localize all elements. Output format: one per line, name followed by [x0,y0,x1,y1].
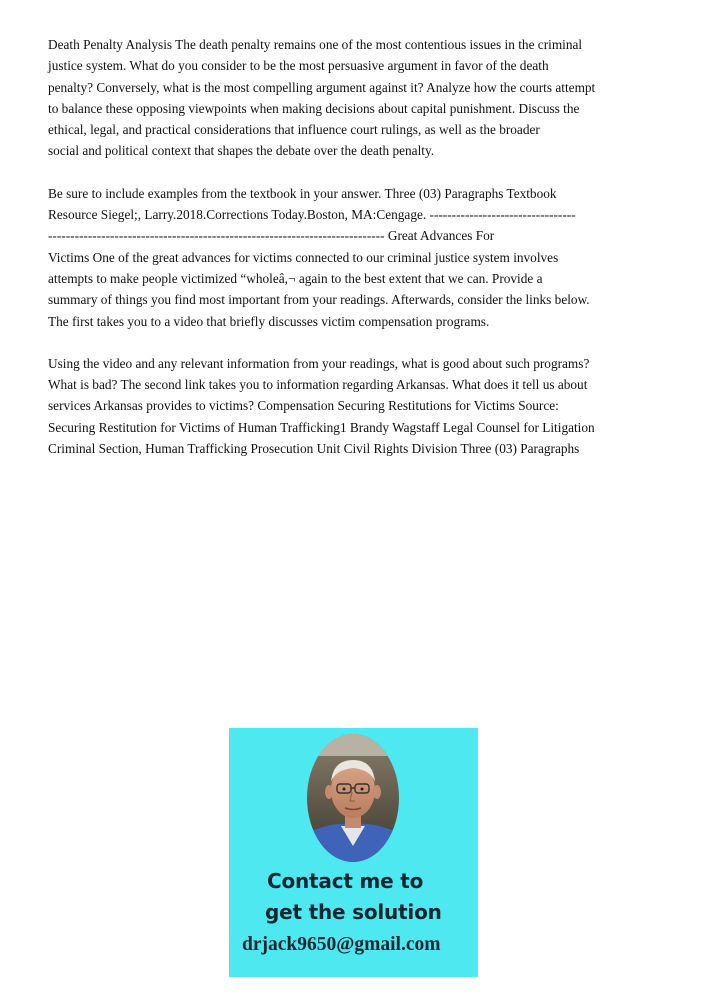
text-line: Criminal Section, Human Trafficking Prosecution Unit Civil Rights Division Three (03) Paragraphs [48,441,580,457]
text-line: Be sure to include examples from the textbook in your answer. Three (03) Paragraphs Textbook [48,185,557,201]
text-line: ---------------------------------------------------------------------------- Great Advances For [48,228,495,244]
text-line: summary of things you find most important from your readings. Afterwards, consider the links below. [48,292,590,308]
text-line: Resource Siegel;, Larry.2018.Corrections Today.Boston, MA:Cengage. --------------------------------- [48,207,576,223]
text-line: What is bad? The second link takes you to information regarding Arkansas. What does it tell us about [48,377,588,393]
avatar [307,734,399,862]
text-line: ethical, legal, and practical considerations that influence court rulings, as well as the broader [48,122,540,138]
text-line: to balance these opposing viewpoints when making decisions about capital punishment. Discuss the [48,100,580,116]
text-line: Death Penalty Analysis The death penalty remains one of the most contentious issues in the criminal [48,37,583,52]
text-line: social and political context that shapes the debate over the death penalty. [48,143,435,159]
text-line: services Arkansas provides to victims? Compensation Securing Restitutions for Victims Source: [48,398,559,414]
contact-promo-banner[interactable] [229,728,478,977]
text-line: attempts to make people victimized “wholeâ,¬ again to the best extent that we can. Provide a [48,270,543,286]
contact-email[interactable]: drjack9650@gmail.com [242,934,441,955]
text-line: The first takes you to a video that briefly discusses victim compensation programs. [48,313,490,329]
paragraph-arkansas [48,353,648,459]
promo-headline-line-2: get the solution [265,900,442,924]
document-body [48,34,648,480]
text-line: justice system. What do you consider to be the most persuasive argument in favor of the death [48,58,549,74]
text-line: Securing Restitution for Victims of Human Trafficking1 Brandy Wagstaff Legal Counsel for Litigation [48,419,595,435]
paragraph-victims [48,183,648,332]
text-line: penalty? Conversely, what is the most compelling argument against it? Analyze how the courts attempt [48,79,596,95]
portrait-image [307,734,399,862]
text-line: Victims One of the great advances for victims connected to our criminal justice system involves [48,249,559,265]
paragraph-death-penalty [48,34,648,162]
promo-headline-line-1: Contact me to [267,869,424,893]
text-line: Using the video and any relevant information from your readings, what is good about such programs? [48,355,590,371]
